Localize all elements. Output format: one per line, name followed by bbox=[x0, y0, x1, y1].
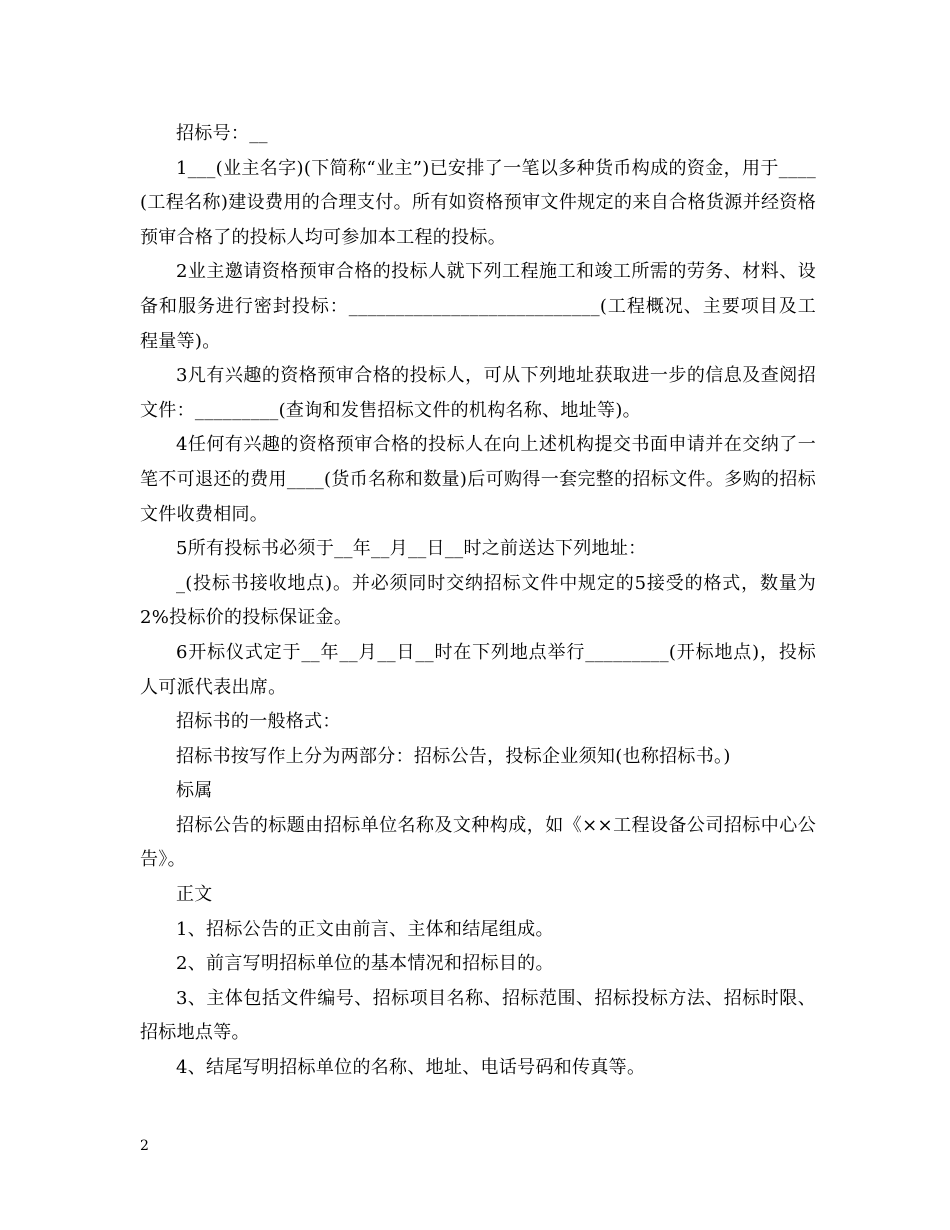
paragraph-item-3: 3凡有兴趣的资格预审合格的投标人，可从下列地址获取进一步的信息及查阅招文件：_________(查询和发售招标文件的机构名称、地址等)。 bbox=[140, 365, 816, 421]
paragraph-item-2: 2业主邀请资格预审合格的投标人就下列工程施工和竣工所需的劳务、材料、设备和服务进行密封投标：___________________________(工程概况、主要项目及工程量等)。 bbox=[140, 261, 816, 352]
paragraph-body-heading: 正文 bbox=[176, 884, 213, 906]
paragraph-body-point-3: 3、主体包括文件编号、招标项目名称、招标范围、招标投标方法、招标时限、招标地点等。 bbox=[140, 987, 816, 1044]
paragraph-format-heading: 招标书的一般格式： bbox=[176, 711, 341, 733]
paragraph-format-parts: 招标书按写作上分为两部分：招标公告，投标企业须知(也称招标书。) bbox=[176, 745, 731, 767]
paragraph-item-5-continued: _(投标书接收地点)。并必须同时交纳招标文件中规定的5接受的格式，数量为2%投标价的投标保证金。 bbox=[140, 572, 816, 629]
paragraph-title-description: 招标公告的标题由招标单位名称及文种构成，如《××工程设备公司招标中心公告》。 bbox=[140, 814, 816, 871]
paragraph-body-point-2: 2、前言写明招标单位的基本情况和招标目的。 bbox=[176, 953, 554, 975]
document-body bbox=[140, 117, 816, 1086]
paragraph-title-heading: 标属 bbox=[176, 780, 213, 802]
page-number: 2 bbox=[140, 1138, 149, 1154]
paragraph-body-point-4: 4、结尾写明招标单位的名称、地址、电话号码和传真等。 bbox=[176, 1057, 646, 1079]
paragraph-item-4: 4任何有兴趣的资格预审合格的投标人在向上述机构提交书面申请并在交纳了一笔不可退还的费用____(货币名称和数量)后可购得一套完整的招标文件。多购的招标文件收费相同。 bbox=[140, 434, 816, 525]
paragraph-item-1: 1___(业主名字)(下简称“业主”)已安排了一笔以多种货币构成的资金，用于____(工程名称)建设费用的合理支付。所有如资格预审文件规定的来自合格货源并经资格预审合格了的投标人均可参加本工程的投标。 bbox=[140, 157, 816, 248]
paragraph-item-6: 6开标仪式定于__年__月__日__时在下列地点举行_________(开标地点)，投标人可派代表出席。 bbox=[140, 641, 816, 698]
paragraph-bid-number: 招标号：__ bbox=[176, 123, 268, 144]
paragraph-item-5: 5所有投标书必须于__年__月__日__时之前送达下列地址： bbox=[176, 538, 647, 560]
paragraph-body-point-1: 1、招标公告的正文由前言、主体和结尾组成。 bbox=[176, 918, 554, 940]
